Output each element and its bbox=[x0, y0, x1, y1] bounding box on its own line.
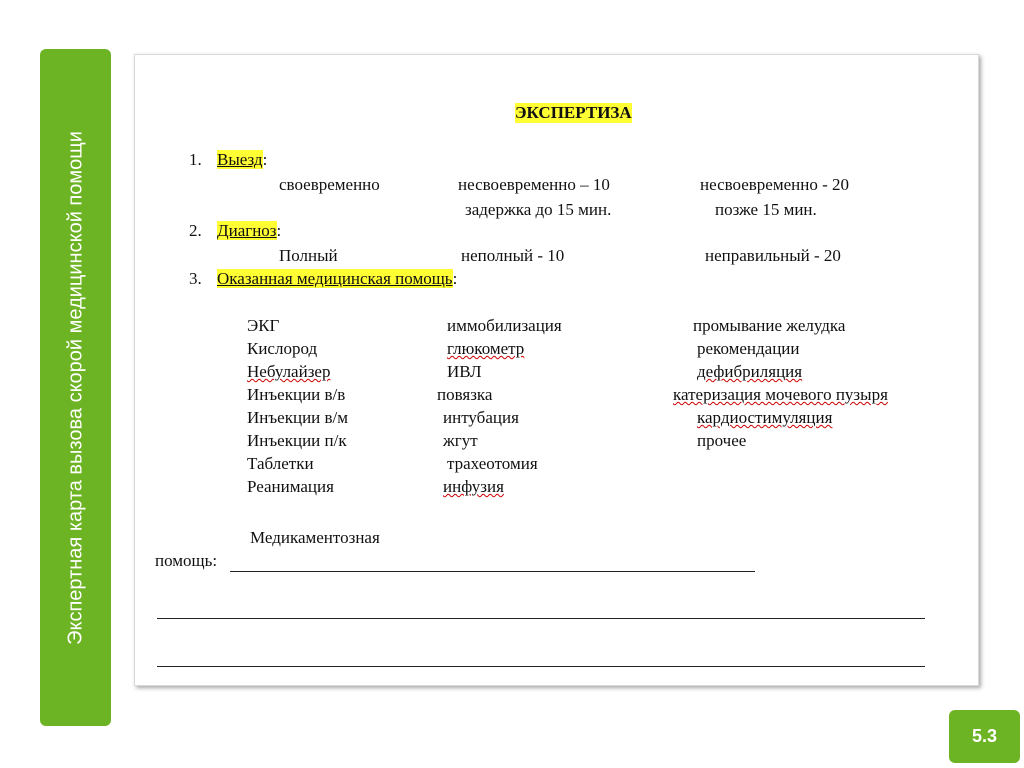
list-item: рекомендации bbox=[697, 339, 800, 358]
list-item: ЭКГ bbox=[247, 316, 280, 335]
section1-heading bbox=[217, 150, 267, 170]
section1-late-20-note: позже 15 мин. bbox=[715, 200, 817, 219]
section3-heading bbox=[217, 269, 457, 289]
sidebar-title: Экспертная карта вызова скорой медицинской помощи bbox=[64, 130, 86, 645]
section1-colon: : bbox=[262, 150, 268, 169]
section2-number: 2. bbox=[189, 221, 202, 240]
list-item: жгут bbox=[443, 431, 478, 450]
list-item: глюкометр bbox=[447, 339, 525, 358]
document-title: ЭКСПЕРТИЗА bbox=[515, 103, 632, 122]
section1-timely: своевременно bbox=[279, 175, 380, 194]
section1-number: 1. bbox=[189, 150, 202, 169]
section1-late-10-note: задержка до 15 мин. bbox=[465, 200, 612, 219]
list-item: иммобилизация bbox=[447, 316, 562, 335]
list-item: дефибриляция bbox=[697, 362, 803, 381]
list-item: трахеотомия bbox=[447, 454, 538, 473]
med-help-label: Медикаментозная bbox=[250, 528, 380, 547]
section3-label: Оказанная медицинская помощь bbox=[217, 269, 453, 288]
section1-label: Выезд bbox=[217, 150, 263, 169]
section1-late-10: несвоевременно – 10 bbox=[458, 175, 610, 194]
document-page bbox=[134, 54, 979, 686]
list-item: Реанимация bbox=[247, 477, 334, 496]
list-item: Инъекции в/в bbox=[247, 385, 346, 404]
sidebar-panel bbox=[40, 49, 111, 726]
list-item: кардиостимуляция bbox=[697, 408, 833, 427]
list-item: Инъекции п/к bbox=[247, 431, 347, 450]
list-item: промывание желудка bbox=[693, 316, 846, 335]
list-item: Небулайзер bbox=[247, 362, 331, 381]
section1-late-20: несвоевременно - 20 bbox=[700, 175, 850, 194]
section2-full: Полный bbox=[279, 246, 338, 265]
section2-heading bbox=[217, 221, 281, 241]
list-item: прочее bbox=[697, 431, 747, 450]
section2-label: Диагноз bbox=[217, 221, 277, 240]
list-item: интубация bbox=[443, 408, 519, 427]
section2-incorrect: неправильный - 20 bbox=[705, 246, 841, 265]
list-item: катеризация мочевого пузыря bbox=[673, 385, 888, 404]
section2-incomplete: неполный - 10 bbox=[461, 246, 565, 265]
fill-line bbox=[230, 571, 755, 572]
list-item: повязка bbox=[437, 385, 493, 404]
fill-line bbox=[157, 618, 925, 619]
list-item: инфузия bbox=[443, 477, 504, 496]
page-number-badge: 5.3 bbox=[949, 710, 1020, 763]
fill-line bbox=[157, 666, 925, 667]
section3-colon: : bbox=[452, 269, 458, 288]
list-item: Инъекции в/м bbox=[247, 408, 349, 427]
med-help-label-cont: помощь: bbox=[155, 551, 218, 570]
list-item: ИВЛ bbox=[447, 362, 482, 381]
list-item: Кислород bbox=[247, 339, 318, 358]
section3-number: 3. bbox=[189, 269, 202, 288]
list-item: Таблетки bbox=[247, 454, 314, 473]
section2-colon: : bbox=[276, 221, 282, 240]
